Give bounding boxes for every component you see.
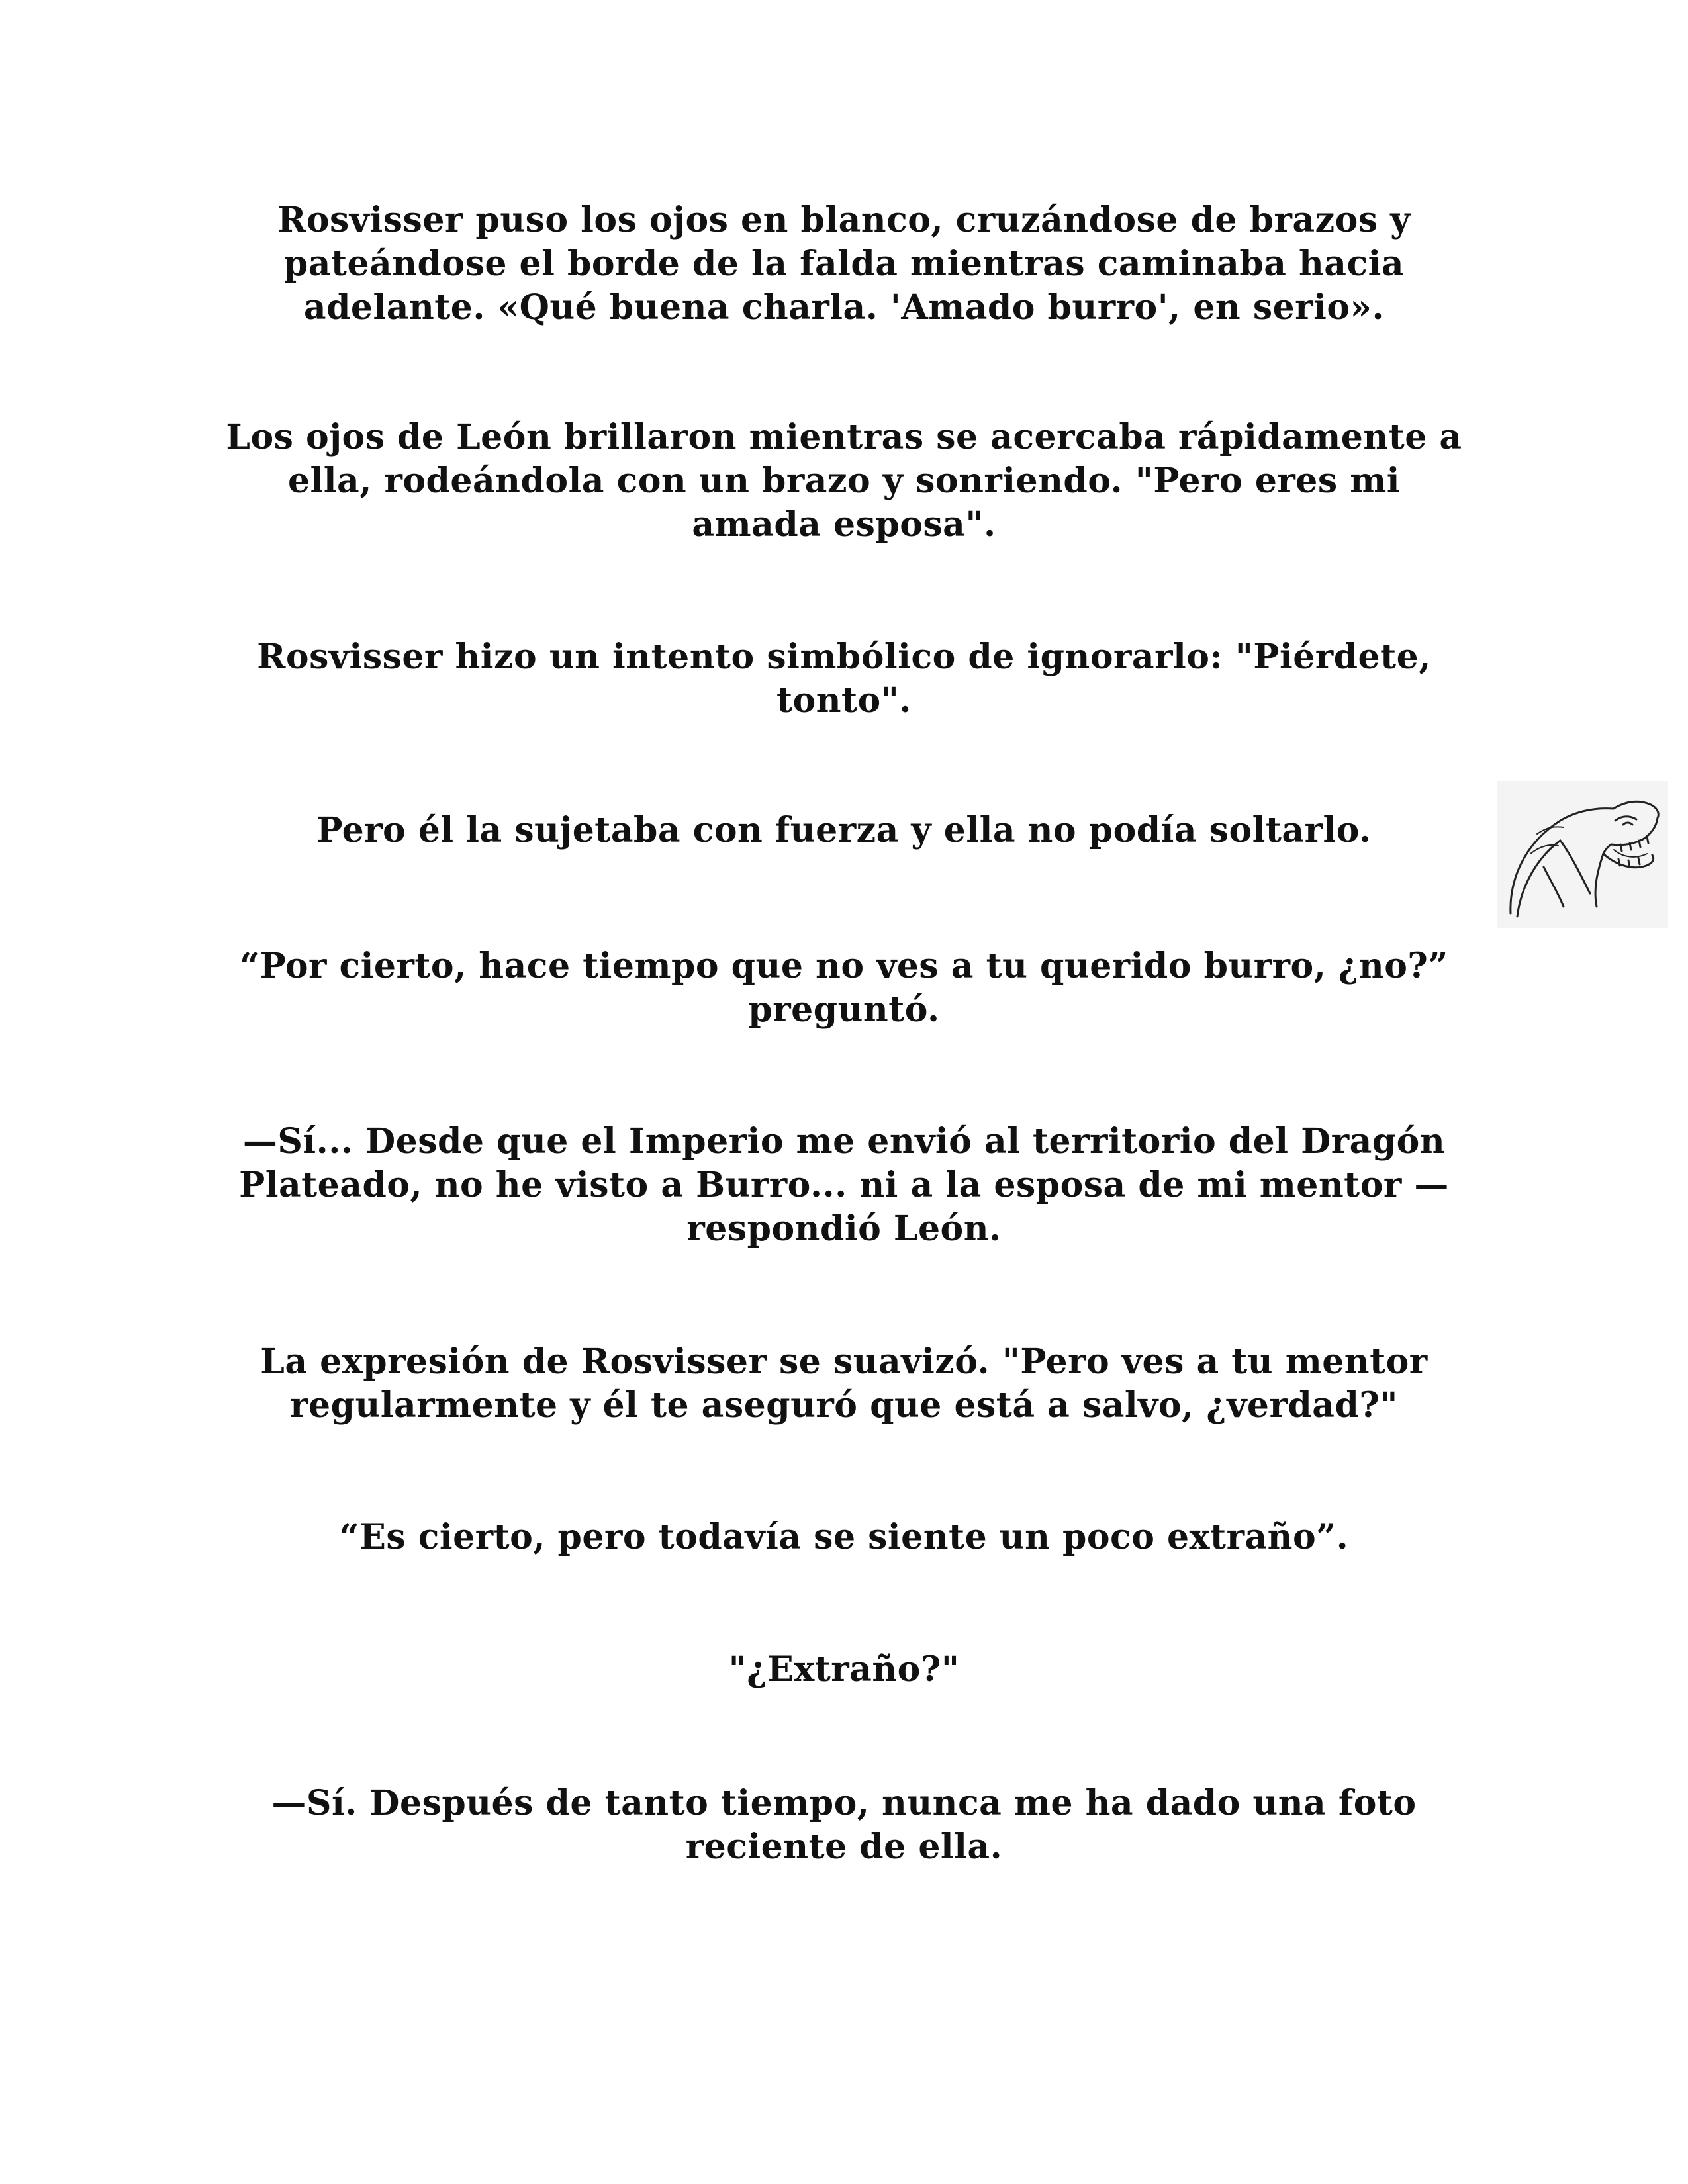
- paragraph-8: [199, 1516, 1489, 1559]
- paragraph-1: [199, 199, 1489, 330]
- paragraph-line: ella, rodeándola con un brazo y sonriendo. "Pero eres mi: [287, 461, 1401, 501]
- paragraph-9: [199, 1648, 1489, 1692]
- paragraph-line: “Es cierto, pero todavía se siente un poco extraño”.: [339, 1517, 1349, 1557]
- paragraph-line: pateándose el borde de la falda mientras caminaba hacia: [283, 244, 1405, 284]
- paragraph-2: [199, 416, 1489, 547]
- paragraph-line: "¿Extraño?": [728, 1649, 960, 1690]
- paragraph-line: tonto".: [776, 680, 912, 721]
- paragraph-line: Plateado, no he visto a Burro... ni a la esposa de mi mentor —: [239, 1165, 1449, 1205]
- paragraph-line: “Por cierto, hace tiempo que no ves a tu querido burro, ¿no?”: [240, 946, 1448, 986]
- paragraph-6: [199, 1120, 1489, 1251]
- paragraph-line: respondió León.: [686, 1208, 1002, 1249]
- paragraph-line: regularmente y él te aseguró que está a salvo, ¿verdad?": [290, 1385, 1398, 1426]
- paragraph-10: [199, 1782, 1489, 1869]
- paragraph-line: preguntó.: [748, 989, 940, 1030]
- dinosaur-head-sketch-icon: [1497, 781, 1668, 928]
- paragraph-line: —Sí. Después de tanto tiempo, nunca me ha dado una foto: [271, 1783, 1417, 1823]
- paragraph-line: reciente de ella.: [685, 1827, 1003, 1867]
- paragraph-3: [199, 635, 1489, 723]
- paragraph-5: [199, 944, 1489, 1032]
- paragraph-line: Pero él la sujetaba con fuerza y ella no podía soltarlo.: [316, 810, 1372, 850]
- paragraph-7: [199, 1340, 1489, 1428]
- paragraph-line: amada esposa".: [692, 504, 996, 545]
- paragraph-line: adelante. «Qué buena charla. 'Amado burro', en serio».: [303, 287, 1385, 328]
- paragraph-line: Rosvisser hizo un intento simbólico de ignorarlo: "Piérdete,: [257, 637, 1431, 677]
- paragraph-line: Los ojos de León brillaron mientras se acercaba rápidamente a: [226, 417, 1462, 457]
- paragraph-line: La expresión de Rosvisser se suavizó. "Pero ves a tu mentor: [260, 1342, 1428, 1382]
- paragraph-line: —Sí... Desde que el Imperio me envió al territorio del Dragón: [242, 1121, 1446, 1161]
- paragraph-line: Rosvisser puso los ojos en blanco, cruzándose de brazos y: [277, 200, 1411, 240]
- paragraph-4: [199, 809, 1489, 852]
